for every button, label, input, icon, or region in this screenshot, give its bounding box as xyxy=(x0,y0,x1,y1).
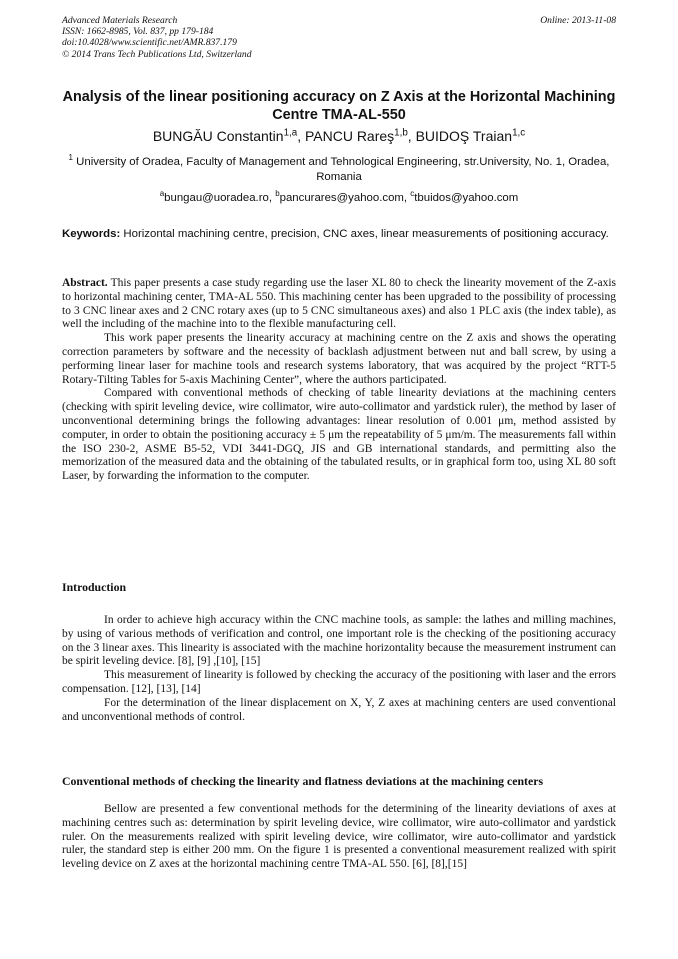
conventional-body xyxy=(62,803,616,872)
journal-copyright: © 2014 Trans Tech Publications Ltd, Switzerland xyxy=(62,48,252,60)
email-sep: , xyxy=(403,192,411,204)
abstract-paragraph: This work paper presents the linearity accuracy at machining centre on the Z axis and shows the operating correction parameters by software and the necessity of backlash adjustment between nut and ball screw, by using a performing linear laser for machine tools and research systems laboratory, that was acquired by the project “RTT-5 Rotary-Tilting Tables for 5-axis Machining Center”, where the authors participated. xyxy=(62,332,616,386)
author-sep: , xyxy=(407,128,416,144)
abstract-paragraph: Compared with conventional methods of checking of table linearity deviations at the machining centers (checking with spirit leveling device, wire collimator, wire auto-collimator and yardstick ruler), the method by laser of unconventional determining brings the following advantages: linear resolution of 0.001 μm, method assisted by computer, in order to obtain the positioning accuracy ± 5 μm the repeatability of 5 μm/m. The measurements fall within the ISO 230-2, ASME B5-52, VDI 3441-DGQ, JIS and GB international standards, and permitting also the memorization of the measured data and the obtaining of the tabulated results, or in graphical form too, using XL 80 soft Laser, by forwarding the information to the computer. xyxy=(62,387,616,483)
intro-paragraph: In order to achieve high accuracy within the CNC machine tools, as sample: the lathes and milling machines, by using of various methods of verification and control, one important role is the checking of the positioning accuracy on the 3 linear axes. This linearity is associated with the machine horizontality because the measurement instrument can be spirit leveling device. [8], [9] ,[10], [15] xyxy=(62,614,616,668)
journal-doi: doi:10.4028/www.scientific.net/AMR.837.179 xyxy=(62,37,237,49)
journal-name: Advanced Materials Research xyxy=(62,15,178,26)
introduction-body xyxy=(62,614,616,724)
intro-paragraph: This measurement of linearity is followed by checking the accuracy of the positioning with laser and the errors compensation. [12], [13], [14] xyxy=(62,669,616,695)
author-sep: , xyxy=(297,128,305,144)
author-name: PANCU Rareş xyxy=(304,128,395,144)
journal-issn: ISSN: 1662-8985, Vol. 837, pp 179-184 xyxy=(62,26,214,38)
email-list xyxy=(62,191,616,205)
keywords xyxy=(62,227,616,242)
abstract-paragraph xyxy=(62,277,616,332)
email-sup: c xyxy=(410,189,415,199)
conventional-paragraph: Bellow are presented a few conventional methods for the determining of the linearity deviations of axes at machining centres such as: determination by spirit leveling device, wire collimator, wire auto-collimator and yardstick ruler. On the measurements realized with spirit leveling device, wire collimator, wire auto-collimator and yardstick ruler, the standard step is either 200 mm. On the figure 1 is presented a conventional measurement realized with spirit leveling device on Z axes at the horizontal machining centre TMA-AL 550. [6], [8],[15] xyxy=(62,803,616,871)
abstract xyxy=(62,277,616,484)
email-link[interactable]: tbuidos@yahoo.com xyxy=(414,192,519,204)
affiliation xyxy=(62,155,616,184)
author-name: BUNGĂU Constantin xyxy=(152,128,284,144)
affiliation-sup: 1 xyxy=(68,153,73,163)
author-name: BUIDOŞ Traian xyxy=(415,128,513,144)
author-list xyxy=(62,128,616,144)
email-sup: a xyxy=(159,189,165,199)
email-sep: , xyxy=(268,192,276,204)
keywords-text: Horizontal machining centre, precision, CNC axes, linear measurements of positioning accuracy. xyxy=(120,228,609,240)
author-sup: 1,c xyxy=(512,127,526,139)
online-date: Online: 2013-11-08 xyxy=(540,15,616,26)
keywords-label: Keywords: xyxy=(62,228,121,240)
email-link[interactable]: pancurares@yahoo.com xyxy=(279,192,404,204)
paper-title: Analysis of the linear positioning accuracy on Z Axis at the Horizontal Machining Centre TMA-AL-550 xyxy=(62,89,616,123)
section-heading-introduction: Introduction xyxy=(62,580,127,594)
author-sup: 1,b xyxy=(394,127,408,139)
abstract-text: This paper presents a case study regarding use the laser XL 80 to check the linearity movement of the Z-axis to horizontal machining center, TMA-AL 550. This machining center has been upgraded to the possibility of processing to 3 CNC linear axes and 2 CNC rotary axes (up to 5 CNC simultaneous axes) and also 1 PLC axis (the index table), as well the including of the machine into to the flexible manufacturing cell. xyxy=(62,277,616,331)
abstract-label: Abstract. xyxy=(62,277,108,289)
affiliation-text: University of Oradea, Faculty of Management and Tehnological Engineering, str.University, No. 1, Oradea, Romania xyxy=(72,156,610,183)
journal-header xyxy=(62,15,616,60)
author-sup: 1,a xyxy=(283,127,298,139)
email-sup: b xyxy=(275,189,280,199)
intro-paragraph: For the determination of the linear displacement on X, Y, Z axes at machining centers are used conventional and unconventional methods of control. xyxy=(62,696,616,723)
section-heading-conventional: Conventional methods of checking the linearity and flatness deviations at the machining centers xyxy=(62,774,544,788)
email-link[interactable]: bungau@uoradea.ro xyxy=(164,192,269,204)
